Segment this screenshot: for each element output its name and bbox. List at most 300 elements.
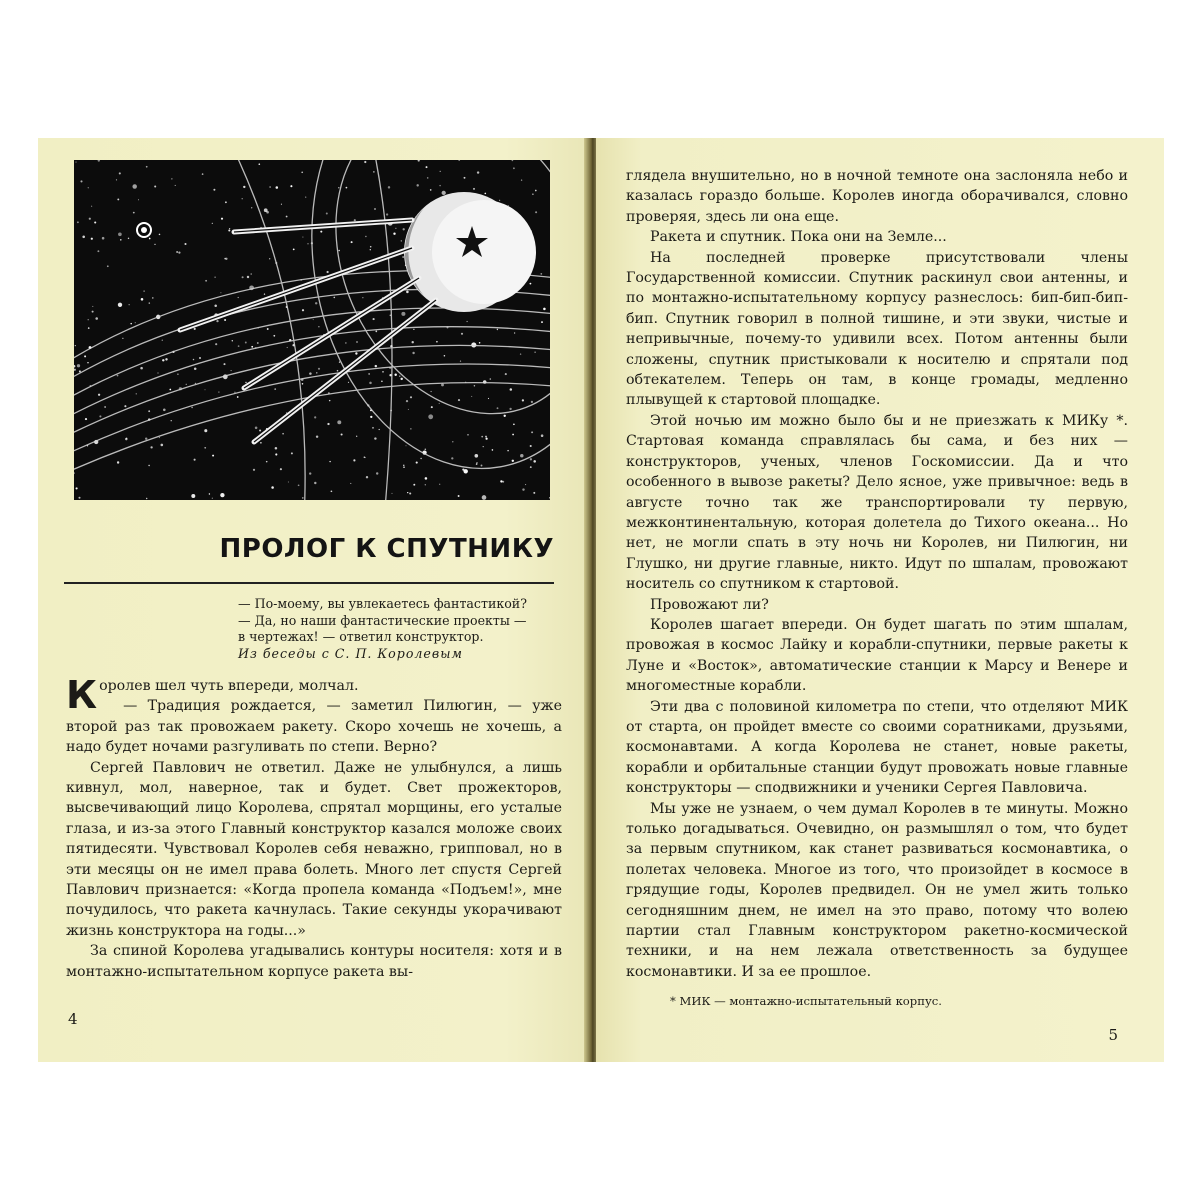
star xyxy=(94,221,96,223)
star xyxy=(148,410,150,412)
star xyxy=(426,166,428,168)
star xyxy=(394,373,396,375)
star xyxy=(425,449,427,451)
star xyxy=(176,251,178,253)
star xyxy=(126,438,128,440)
star xyxy=(386,213,388,215)
star xyxy=(514,332,515,333)
star xyxy=(135,322,136,323)
star xyxy=(92,311,94,313)
star xyxy=(370,249,371,250)
star xyxy=(466,321,467,322)
star xyxy=(120,239,121,240)
star xyxy=(467,434,469,436)
paragraph-text: оролев шел чуть впереди, молчал. xyxy=(99,678,359,694)
star xyxy=(202,173,204,175)
star xyxy=(118,232,122,236)
star xyxy=(531,431,533,433)
star xyxy=(418,160,420,162)
star xyxy=(250,273,252,275)
star xyxy=(107,265,109,267)
star xyxy=(314,482,316,484)
star xyxy=(146,166,148,168)
star xyxy=(395,228,396,229)
star xyxy=(165,358,167,360)
star xyxy=(406,291,409,294)
star xyxy=(232,340,233,341)
star xyxy=(512,434,514,436)
star xyxy=(178,251,180,253)
star xyxy=(484,193,486,195)
star xyxy=(78,497,80,499)
star xyxy=(191,407,193,409)
star xyxy=(205,389,206,390)
star xyxy=(245,342,247,344)
star xyxy=(220,292,221,293)
star xyxy=(159,234,161,236)
star xyxy=(266,461,268,463)
star xyxy=(221,218,223,220)
epigraph-line: в чертежах! — ответил конструктор. xyxy=(238,629,484,645)
page-number-left: 4 xyxy=(68,1010,78,1028)
paragraph: За спиной Королева угадывались контуры носителя: хотя и в монтажно-испытательном корпусе ракета вы- xyxy=(66,943,562,980)
star xyxy=(220,493,224,497)
star xyxy=(84,355,86,357)
star xyxy=(98,394,100,396)
star xyxy=(231,370,232,371)
star xyxy=(513,167,515,169)
star xyxy=(500,480,502,482)
star xyxy=(346,187,348,189)
star xyxy=(82,236,85,239)
star xyxy=(138,199,139,200)
epigraph xyxy=(238,596,564,662)
star xyxy=(276,186,279,189)
star xyxy=(229,228,230,229)
star xyxy=(290,185,292,187)
star xyxy=(427,177,429,179)
star xyxy=(224,319,226,321)
star xyxy=(354,219,356,221)
star xyxy=(464,177,466,179)
star xyxy=(157,372,158,373)
star xyxy=(476,463,478,465)
star xyxy=(313,319,314,320)
star xyxy=(403,228,405,230)
star xyxy=(388,186,390,188)
star xyxy=(280,468,282,470)
star xyxy=(145,438,147,440)
star xyxy=(401,312,405,316)
star xyxy=(530,458,532,460)
star xyxy=(242,198,243,199)
star xyxy=(541,434,544,437)
star xyxy=(337,370,339,372)
star xyxy=(373,171,374,172)
star xyxy=(425,484,426,485)
star xyxy=(223,363,225,365)
star xyxy=(521,179,522,180)
star xyxy=(533,492,535,494)
star xyxy=(348,382,349,383)
star xyxy=(471,396,472,397)
star xyxy=(375,365,377,367)
star xyxy=(543,308,546,311)
star xyxy=(351,241,353,243)
star xyxy=(413,484,415,486)
star xyxy=(512,160,514,161)
star xyxy=(149,302,150,303)
star xyxy=(338,187,339,188)
star xyxy=(225,258,227,260)
star xyxy=(531,401,533,403)
star xyxy=(372,427,374,429)
star xyxy=(522,399,524,401)
star xyxy=(282,433,284,435)
star xyxy=(512,460,514,462)
star xyxy=(163,409,166,412)
star xyxy=(425,477,428,480)
star xyxy=(534,351,535,352)
star xyxy=(485,438,487,440)
star xyxy=(129,304,130,305)
star xyxy=(132,184,137,189)
star xyxy=(194,328,196,330)
star xyxy=(481,436,483,438)
star xyxy=(356,341,358,343)
star xyxy=(497,407,499,409)
star xyxy=(275,447,278,450)
star xyxy=(302,383,304,385)
star xyxy=(382,371,383,372)
star xyxy=(130,323,132,325)
star xyxy=(316,435,318,437)
star xyxy=(264,208,268,212)
star xyxy=(225,201,227,203)
star xyxy=(314,416,316,418)
star xyxy=(269,258,270,259)
star xyxy=(525,484,526,485)
star xyxy=(251,207,252,208)
star xyxy=(245,382,246,383)
star xyxy=(140,367,143,370)
left-page-text xyxy=(66,673,562,982)
star xyxy=(376,472,378,474)
star xyxy=(243,186,245,188)
star xyxy=(405,445,406,446)
paragraph: — Традиция рождается, — заметил Пилюгин, — уже второй раз так провожаем ракету. Скоро хочешь не хочешь, а надо будет ночами разгуливать по степи. Верно? xyxy=(66,698,562,756)
star xyxy=(255,427,258,430)
star xyxy=(88,187,89,188)
star xyxy=(477,171,479,173)
star xyxy=(247,276,249,278)
star xyxy=(341,433,343,435)
star xyxy=(259,429,261,431)
star xyxy=(402,256,404,258)
star xyxy=(117,375,119,377)
paragraph: Королев шагает впереди. Он будет шагать по этим шпалам, провожая в космос Лайку и корабли-спутники, первые ракеты к Луне и «Восток», автоматические станции к Марсу и Венере и многоместные корабли. xyxy=(626,616,1128,695)
star xyxy=(218,392,219,393)
star xyxy=(309,472,311,474)
star xyxy=(194,368,197,371)
star xyxy=(286,216,288,218)
star xyxy=(214,276,215,277)
star xyxy=(353,459,355,461)
star xyxy=(481,465,483,467)
paragraph: Этой ночью им можно было бы и не приезжать к МИКу *. Стартовая команда справлялась бы сама, и без них — конструкторов, ученых, членов Госкомиссии. Да и что особенного в вывозе ракеты? Дело ясное, уже привычное: ведь в августе точно так же транспортировали ту первую, межконтинентальную, которая долетела до Тихого океана... Но нет, не могли спать в эту ночь ни Королев, ни Пилюгин, ни Глушко, ни другие главные, никто. Идут по шпалам, провожают носитель со спутником к стартовой. xyxy=(626,412,1128,593)
star xyxy=(287,347,288,348)
left-page xyxy=(38,138,588,1062)
star xyxy=(74,369,76,371)
sputnik-illustration xyxy=(74,160,550,500)
star xyxy=(441,383,444,386)
star xyxy=(436,341,438,343)
epigraph-source: Из беседы с С. П. Королевым xyxy=(238,645,463,661)
star xyxy=(162,340,163,341)
star xyxy=(420,458,421,459)
star xyxy=(302,237,303,238)
star xyxy=(403,465,404,466)
star xyxy=(148,465,149,466)
star xyxy=(175,185,176,186)
star xyxy=(169,389,171,391)
star xyxy=(89,218,91,220)
star xyxy=(474,385,476,387)
star xyxy=(291,452,293,454)
star xyxy=(428,414,433,419)
star xyxy=(293,248,295,250)
star xyxy=(431,406,433,408)
star xyxy=(141,298,144,301)
star xyxy=(458,160,460,161)
star xyxy=(406,400,408,402)
star xyxy=(159,437,160,438)
star xyxy=(451,457,453,459)
star xyxy=(238,345,240,347)
star xyxy=(274,388,276,390)
star xyxy=(76,487,78,489)
star xyxy=(184,243,186,245)
star xyxy=(161,444,164,447)
star xyxy=(149,238,151,240)
star xyxy=(264,293,265,294)
star xyxy=(146,498,147,499)
star xyxy=(520,454,523,457)
star xyxy=(375,331,377,333)
star xyxy=(439,185,440,186)
star xyxy=(504,415,506,417)
star xyxy=(87,362,88,363)
star xyxy=(205,280,207,282)
star xyxy=(209,493,210,494)
star xyxy=(458,495,460,497)
star xyxy=(540,273,542,275)
paragraph: глядела внушительно, но в ночной темноте она заслоняла небо и казалась гораздо больше. Королев иногда оборачивался, словно проверяя, здесь ли она еще. xyxy=(626,168,1128,225)
star xyxy=(535,211,537,213)
star xyxy=(439,484,440,485)
star xyxy=(381,381,383,383)
paragraph: Сергей Павлович не ответил. Даже не улыбнулся, а лишь кивнул, мол, наверное, так и будет. Свет прожекторов, высвечивающий лицо Королева, спрятал морщины, его усталые глаза, и из-за этого Главный конструктор казался моложе своих пятидесяти. Чувствовал Королев себя неважно, гриппoвал, но в эти месяцы он не имел права болеть. Много лет спустя Сергей Павлович признается: «Когда пропела команда «Подъем!», мне почудилось, что ракета качнулась. Такие секунды укорачивают жизнь конструктора на годы...» xyxy=(66,759,562,939)
footnote: * МИК — монтажно-испытательный корпус. xyxy=(670,994,942,1008)
star xyxy=(267,328,269,330)
star xyxy=(356,436,357,437)
star xyxy=(234,392,235,393)
star xyxy=(408,409,409,410)
star xyxy=(318,368,320,370)
star xyxy=(191,494,195,498)
star xyxy=(92,306,93,307)
star xyxy=(309,372,312,375)
star xyxy=(509,408,511,410)
star xyxy=(430,189,432,191)
star xyxy=(502,481,504,483)
star xyxy=(393,233,395,235)
star xyxy=(271,486,274,489)
star xyxy=(338,250,340,252)
star xyxy=(329,400,330,401)
star xyxy=(416,462,418,464)
sputnik-engraving xyxy=(74,160,550,500)
star xyxy=(530,466,532,468)
star xyxy=(350,483,351,484)
star xyxy=(102,237,105,240)
star xyxy=(77,364,80,367)
star xyxy=(269,186,271,188)
right-page xyxy=(596,138,1164,1062)
star xyxy=(535,190,537,192)
star xyxy=(365,236,366,237)
star xyxy=(460,361,461,362)
star xyxy=(339,361,340,362)
paragraph: Ракета и спутник. Пока они на Земле... xyxy=(650,229,947,246)
star xyxy=(75,345,76,346)
star xyxy=(275,453,277,455)
star xyxy=(91,206,92,207)
star xyxy=(80,180,82,182)
star xyxy=(215,343,217,345)
star xyxy=(281,204,282,205)
title-rule xyxy=(64,582,554,584)
star xyxy=(152,297,154,299)
star xyxy=(98,160,100,162)
star xyxy=(331,490,333,492)
star xyxy=(366,476,368,478)
star xyxy=(124,405,126,407)
star xyxy=(329,461,330,462)
star xyxy=(253,469,255,471)
star xyxy=(369,382,372,385)
star xyxy=(345,342,346,343)
star xyxy=(522,488,524,490)
star xyxy=(74,365,75,368)
star xyxy=(99,415,101,417)
star xyxy=(186,384,187,385)
star xyxy=(95,317,98,320)
star xyxy=(499,200,500,201)
star xyxy=(410,428,411,429)
star xyxy=(298,484,300,486)
star xyxy=(473,188,475,190)
star xyxy=(497,329,498,330)
star xyxy=(370,246,372,248)
drop-cap: К xyxy=(66,673,98,717)
star xyxy=(510,388,513,391)
star xyxy=(401,240,402,241)
star xyxy=(177,373,179,375)
star xyxy=(238,297,239,298)
star xyxy=(400,378,402,380)
star xyxy=(97,250,99,252)
star xyxy=(212,455,214,457)
paragraph: Провожают ли? xyxy=(650,596,769,613)
star xyxy=(315,302,317,304)
star xyxy=(194,459,196,461)
paragraph: Мы уже не узнаем, о чем думал Королев в те минуты. Можно только догадываться. Очевидно, он размышлял о том, что будет за первым спутником, как станет развиваться космонавтика, о полетах человека. Многое из того, что произойдет в космосе в грядущие годы, Королев предвидел. Он не умел жить только сегодняшним днем, не имел на это право, потому что волею партии стал Главным конструктором ракетно-космической техники, и на нем лежала ответственность за будущее космонавтики. И за ее прошлое. xyxy=(626,800,1128,980)
star xyxy=(228,229,230,231)
star xyxy=(483,446,484,447)
star xyxy=(416,184,418,186)
star xyxy=(412,352,414,354)
star xyxy=(162,359,164,361)
star xyxy=(257,342,259,344)
star xyxy=(260,442,262,444)
star xyxy=(530,283,532,285)
star xyxy=(452,441,453,442)
star xyxy=(193,359,195,361)
star xyxy=(374,437,376,439)
star xyxy=(327,271,329,273)
star xyxy=(118,303,122,307)
star xyxy=(237,396,239,398)
star xyxy=(410,396,412,398)
star xyxy=(242,276,244,278)
page-number-right: 5 xyxy=(1108,1026,1118,1044)
star xyxy=(318,326,319,327)
star xyxy=(116,179,117,180)
star xyxy=(530,445,532,447)
star xyxy=(150,446,152,448)
star xyxy=(273,335,275,337)
star xyxy=(326,212,328,214)
star xyxy=(413,329,414,330)
star xyxy=(212,223,213,224)
star xyxy=(119,172,121,174)
star xyxy=(133,212,135,214)
paragraph xyxy=(66,673,562,717)
star xyxy=(403,466,405,468)
star xyxy=(462,468,464,470)
star xyxy=(532,193,534,195)
star xyxy=(485,436,487,438)
star xyxy=(212,498,213,499)
star xyxy=(88,319,89,320)
star xyxy=(258,163,260,165)
star xyxy=(409,492,411,494)
star xyxy=(136,393,137,394)
star xyxy=(251,346,253,348)
star xyxy=(204,447,206,449)
star xyxy=(370,416,372,418)
star xyxy=(492,449,494,451)
star xyxy=(213,189,215,191)
star xyxy=(444,355,446,357)
star xyxy=(364,457,365,458)
star xyxy=(117,198,119,200)
star xyxy=(143,290,144,291)
star xyxy=(533,460,536,463)
star xyxy=(374,208,376,210)
paragraph: Эти два с половиной километра по степи, что отделяют МИК от старта, он пройдет вместе со своими соратниками, друзьями, космонавтами. А когда Королева не станет, новые ракеты, корабли и орбитальные станции будут провожать новые главные конструкторы — сподвижники и ученики Сергея Павловича. xyxy=(626,698,1128,797)
